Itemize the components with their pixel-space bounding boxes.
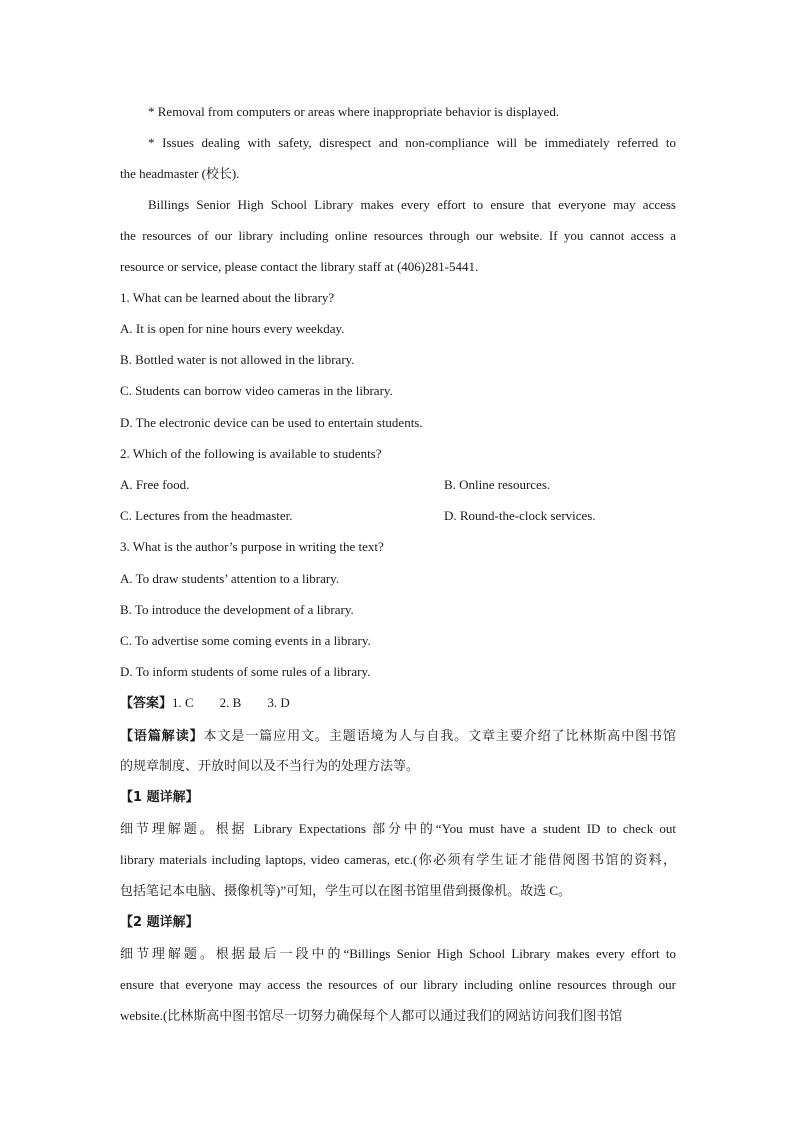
question-1-option-b: B. Bottled water is not allowed in the library. [120,352,355,367]
rule-bullet-removal: * Removal from computers or areas where inappropriate behavior is displayed. [148,104,560,119]
reading-label: 【语篇解读】 [120,729,204,744]
answer-line [120,693,676,714]
question-2-option-c: C. Lectures from the headmaster. [120,508,293,523]
detail-1-line2: library materials including laptops, video cameras, etc.(你必须有学生证才能借阅图书馆的资料， [120,852,676,867]
question-3-option-a: A. To draw students’ attention to a library. [120,571,340,586]
rule-bullet-issues-line1: * Issues dealing with safety, disrespect and non-compliance will be immediately referred to [148,135,676,150]
answer-text: 1. C 2. B 3. D [172,695,290,710]
question-1-option-a: A. It is open for nine hours every weekday. [120,321,345,336]
question-1-option-c: C. Students can borrow video cameras in the library. [120,383,393,398]
reading-text-line2: 的规章制度、开放时间以及不当行为的处理方法等。 [120,759,420,774]
closing-paragraph-line3: resource or service, please contact the library staff at (406)281-5441. [120,259,479,274]
detail-2-line1: 细节理解题。根据最后一段中的“Billings Senior High School Library makes every effort to [120,946,676,961]
detail-1-label: 【1 题详解】 [120,790,199,805]
detail-2-label: 【2 题详解】 [120,915,199,930]
detail-2-line3: website.(比林斯高中图书馆尽一切努力确保每个人都可以通过我们的网站访问我们图书馆 [120,1008,623,1023]
detail-2-line2: ensure that everyone may access the resources of our library including online resources through our [120,977,676,992]
question-1-option-d: D. The electronic device can be used to entertain students. [120,415,423,430]
closing-paragraph-line1: Billings Senior High School Library makes every effort to ensure that everyone may access [148,197,676,212]
answer-label: 【答案】 [120,696,173,711]
detail-1-line3: 包括笔记本电脑、摄像机等)”可知，学生可以在图书馆里借到摄像机。故选 C。 [120,883,572,898]
detail-1-line1: 细节理解题。根据 Library Expectations 部分中的“You must have a student ID to check out [120,821,676,836]
question-1-stem: 1. What can be learned about the library? [120,290,335,305]
question-2-option-d: D. Round-the-clock services. [444,508,596,523]
rule-bullet-issues-line2: the headmaster (校长). [120,166,240,181]
reading-text-line1: 本文是一篇应用文。主题语境为人与自我。文章主要介绍了比林斯高中图书馆 [203,729,676,744]
question-2-option-b: B. Online resources. [444,477,551,492]
question-2-option-a: A. Free food. [120,477,190,492]
question-3-option-b: B. To introduce the development of a library. [120,602,354,617]
question-2-stem: 2. Which of the following is available to students? [120,446,382,461]
question-3-option-d: D. To inform students of some rules of a library. [120,664,371,679]
question-3-stem: 3. What is the author’s purpose in writing the text? [120,539,384,554]
reading-line1 [120,726,676,747]
question-3-option-c: C. To advertise some coming events in a library. [120,633,371,648]
closing-paragraph-line2: the resources of our library including online resources through our website. If you cannot access a [120,228,676,243]
